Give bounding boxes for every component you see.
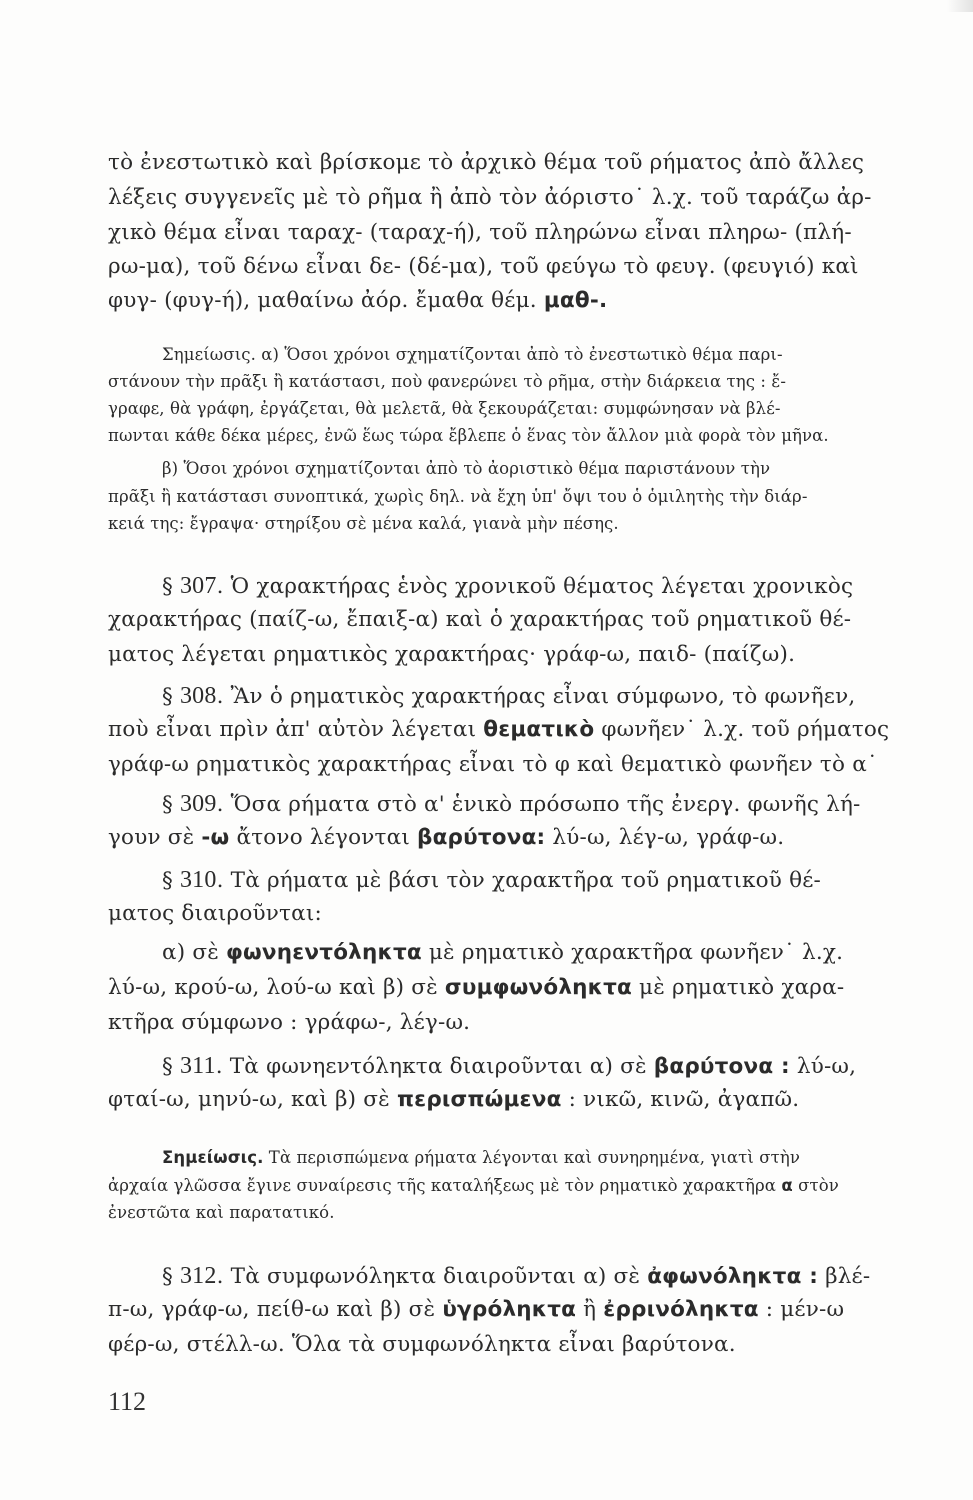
bold-term: θεματικὸ xyxy=(483,717,595,742)
note-line: γραφε, θὰ γράφη, ἐργάζεται, θὰ μελετᾶ, θὰ ξεκουράζεται: συμφώνησαν νὰ βλέ- xyxy=(108,399,781,418)
text-line: φέρ-ω, στέλλ-ω. Ὅλα τὰ συμφωνόληκτα εἶναι βαρύτονα. xyxy=(108,1332,736,1357)
section-number: 312 xyxy=(179,1263,217,1289)
bold-term: βαρύτονα: xyxy=(416,825,546,850)
text-line: λέξεις συγγενεῖς μὲ τὸ ρῆμα ἢ ἀπὸ τὸν ἀόριστο˙ λ.χ. τοῦ ταράζω ἀρ- xyxy=(108,185,872,210)
text-line: φυγ- (φυγ-ή), μαθαίνω ἀόρ. ἔμαθα θέμ. μαθ-. xyxy=(108,288,608,313)
note-line: ἐνεστῶτα καὶ παρατατικό. xyxy=(108,1203,335,1222)
bold-term: περισπώμενα xyxy=(396,1087,562,1112)
bold-term: συμφωνόληκτα xyxy=(444,975,633,1000)
bold-term: ὑγρόληκτα xyxy=(442,1297,577,1322)
text-line: ποὺ εἶναι πρὶν ἀπ' αὐτὸν λέγεται θεματικὸ φωνῆεν˙ λ.χ. τοῦ ρήματος xyxy=(108,717,890,742)
section-307: § 307. Ὁ χαρακτήρας ἑνὸς χρονικοῦ θέματος λέγεται χρονικὸς xyxy=(162,573,854,599)
section-312: § 312. Τὰ συμφωνόληκτα διαιροῦνται α) σὲ ἀφωνόληκτα : βλέ- xyxy=(162,1263,871,1289)
text-line: γουν σὲ -ω ἄτονο λέγονται βαρύτονα: λύ-ω, λέγ-ω, γράφ-ω. xyxy=(108,825,785,850)
text-line: α) σὲ φωνηεντόληκτα μὲ ρηματικὸ χαρακτῆρα φωνῆεν˙ λ.χ. xyxy=(162,940,844,965)
note-line: β) Ὅσοι χρόνοι σχηματίζονται ἀπὸ τὸ ἀοριστικὸ θέμα παριστάνουν τὴν xyxy=(162,459,771,478)
page-corner-shadow xyxy=(947,0,973,12)
note-line: Σημείωσις. α) Ὅσοι χρόνοι σχηματίζονται ἀπὸ τὸ ἐνεστωτικὸ θέμα παρι- xyxy=(162,345,783,364)
text-line: π-ω, γράφ-ω, πείθ-ω καὶ β) σὲ ὑγρόληκτα ἢ ἐρρινόληκτα : μέν-ω xyxy=(108,1297,845,1322)
note-line: πρᾶξι ἢ κατάστασι συνοπτικά, χωρὶς δηλ. νὰ ἔχη ὑπ' ὄψι του ὁ ὁμιλητὴς τὴν διάρ- xyxy=(108,487,808,506)
section-308: § 308. Ἂν ὁ ρηματικὸς χαρακτήρας εἶναι σύμφωνο, τὸ φωνῆεν, xyxy=(162,683,856,709)
text-line: φταί-ω, μηνύ-ω, καὶ β) σὲ περισπώμενα : νικῶ, κινῶ, ἀγαπῶ. xyxy=(108,1087,800,1112)
text-line: ρω-μα), τοῦ δένω εἶναι δε- (δέ-μα), τοῦ φεύγω τὸ φευγ. (φευγιό) καὶ xyxy=(108,254,859,279)
text-line: χικὸ θέμα εἶναι ταραχ- (ταραχ-ή), τοῦ πληρώνω εἶναι πληρω- (πλή- xyxy=(108,220,852,245)
bold-term: μαθ-. xyxy=(543,288,608,313)
bold-term: ἐρρινόληκτα xyxy=(603,1297,759,1322)
text-line: γράφ-ω ρηματικὸς χαρακτήρας εἶναι τὸ φ καὶ θεματικὸ φωνῆεν τὸ α˙ xyxy=(108,752,878,777)
section-309: § 309. Ὅσα ρήματα στὸ α' ἑνικὸ πρόσωπο τῆς ἐνεργ. φωνῆς λή- xyxy=(162,791,861,817)
bold-term: βαρύτονα : xyxy=(653,1054,790,1079)
section-number: 309 xyxy=(179,791,217,817)
section-number: 311 xyxy=(179,1053,216,1079)
text-line: κτῆρα σύμφωνο : γράφω-, λέγ-ω. xyxy=(108,1010,471,1035)
section-number: 308 xyxy=(179,683,217,709)
bold-term: φωνηεντόληκτα xyxy=(226,940,422,965)
text-line: χαρακτήρας (παίζ-ω, ἔπαιξ-α) καὶ ὁ χαρακτήρας τοῦ ρηματικοῦ θέ- xyxy=(108,607,852,632)
text-line: τὸ ἐνεστωτικὸ καὶ βρίσκομε τὸ ἀρχικὸ θέμα τοῦ ρήματος ἀπὸ ἄλλες xyxy=(108,150,865,175)
note-line: στάνουν τὴν πρᾶξι ἢ κατάστασι, ποὺ φανερώνει τὸ ρῆμα, στὴν διάρκεια της : ἔ- xyxy=(108,372,787,391)
text-line: ματος διαιροῦνται: xyxy=(108,901,322,926)
bold-term: ἀφωνόληκτα : xyxy=(647,1264,819,1289)
note-heading: Σημείωσις. xyxy=(162,1148,264,1167)
bold-term: -ω xyxy=(201,825,230,850)
text-line: ματος λέγεται ρηματικὸς χαρακτήρας· γράφ-ω, παιδ- (παίζω). xyxy=(108,642,796,667)
section-310: § 310. Τὰ ρήματα μὲ βάσι τὸν χαρακτῆρα τοῦ ρηματικοῦ θέ- xyxy=(162,867,822,893)
note-line: Σημείωσις. Τὰ περισπώμενα ρήματα λέγονται καὶ συνηρημένα, γιατὶ στὴν xyxy=(162,1148,801,1167)
page-number: 112 xyxy=(108,1387,147,1416)
section-311: § 311. Τὰ φωνηεντόληκτα διαιροῦνται α) σὲ βαρύτονα : λύ-ω, xyxy=(162,1053,857,1079)
text-line: λύ-ω, κρού-ω, λού-ω καὶ β) σὲ συμφωνόληκτα μὲ ρηματικὸ χαρα- xyxy=(108,975,845,1000)
bold-term: α xyxy=(781,1176,793,1195)
note-line: ἀρχαία γλῶσσα ἔγινε συναίρεσις τῆς καταλήξεως μὲ τὸν ρηματικὸ χαρακτῆρα α στὸν xyxy=(108,1176,839,1195)
section-number: 310 xyxy=(179,867,217,893)
note-line: πωνται κάθε δέκα μέρες, ἐνῶ ἕως τώρα ἔβλεπε ὁ ἕνας τὸν ἄλλον μιὰ φορὰ τὸν μῆνα. xyxy=(108,426,829,445)
section-number: 307 xyxy=(179,573,217,599)
note-line: κειά της: ἔγραψα· στηρίξου σὲ μένα καλά, γιανὰ μὴν πέσης. xyxy=(108,514,619,533)
